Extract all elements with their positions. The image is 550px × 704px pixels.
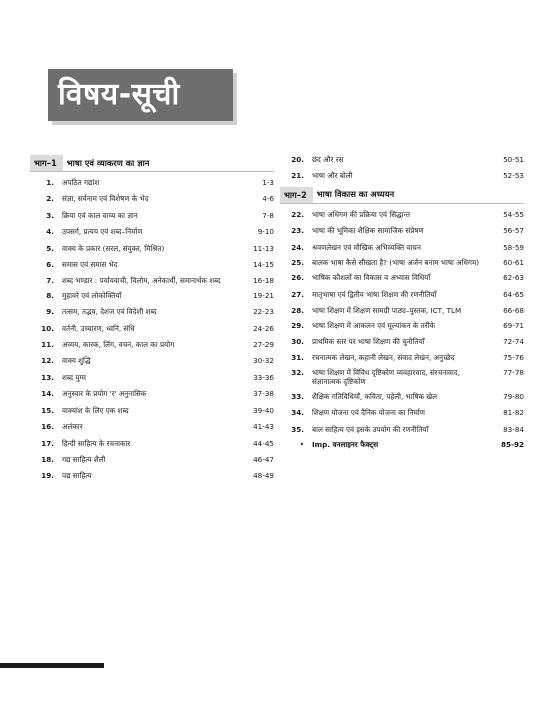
toc-entry bbox=[280, 171, 524, 180]
part-2-entries bbox=[280, 210, 524, 434]
toc-entry-title: शब्द युग्म bbox=[62, 372, 86, 382]
toc-entry bbox=[30, 244, 274, 253]
toc-entry-title: वाक्यांश के लिए एक शब्द bbox=[62, 405, 129, 415]
toc-entry-title: Imp. वनलाइनर फैक्ट्स bbox=[312, 439, 379, 449]
toc-entry-page: 11-13 bbox=[253, 243, 274, 253]
toc-entry-title: शब्द भण्डार : पर्यायवाची, विलोम, अनेकार्थी, समानार्थक शब्द bbox=[62, 276, 221, 286]
toc-entry bbox=[30, 260, 274, 269]
toc-entry-number: 6. bbox=[46, 260, 54, 270]
toc-entry-number: 31. bbox=[291, 353, 304, 363]
toc-entry-title: हिन्दी साहित्य के रचनाकार bbox=[62, 438, 131, 448]
part-1-title: भाषा एवं व्याकरण का ज्ञान bbox=[66, 157, 150, 168]
toc-entry-title: शैक्षिक गतिविधियाँ, कविता, पहेली, भाषिक खेल bbox=[312, 391, 438, 401]
toc-entry bbox=[280, 226, 524, 235]
toc-entry-number: 1. bbox=[46, 178, 54, 187]
toc-entry-page: 69-71 bbox=[503, 320, 524, 330]
toc-entry bbox=[30, 307, 274, 316]
toc-entry bbox=[30, 455, 274, 464]
toc-entry bbox=[30, 471, 274, 480]
toc-entry-number: 23. bbox=[291, 226, 304, 236]
toc-entry bbox=[30, 439, 274, 448]
toc-entry-page: 52-53 bbox=[503, 171, 524, 181]
toc-entry-page: 81-82 bbox=[503, 408, 524, 418]
toc-entry-number: 3. bbox=[46, 210, 54, 220]
toc-entry-number: 2. bbox=[46, 194, 54, 204]
toc-entry bbox=[30, 324, 274, 333]
toc-entry-title: उपसर्ग, प्रत्यय एवं शब्द–निर्माण bbox=[62, 227, 143, 237]
toc-entry-page: 66-68 bbox=[503, 306, 524, 316]
toc-entry-page: 14-15 bbox=[253, 260, 274, 270]
toc-entry-page: 50-51 bbox=[503, 155, 524, 164]
toc-entry bbox=[280, 337, 524, 346]
toc-entry-page: 33-36 bbox=[253, 372, 274, 382]
toc-entry-page: 54-55 bbox=[503, 209, 524, 219]
toc-entry-number: 34. bbox=[291, 408, 304, 418]
bullet-icon: • bbox=[299, 439, 304, 449]
part-2-header bbox=[280, 187, 524, 204]
toc-entry-number: 17. bbox=[41, 438, 54, 448]
toc-entry bbox=[280, 392, 524, 401]
toc-entry-title: बालक भाषा कैसे सीखता है? (भाषा अर्जन बनाम भाषा अधिगम) bbox=[312, 258, 480, 268]
toc-entry-page: 7-8 bbox=[262, 210, 274, 220]
toc-entry bbox=[30, 178, 274, 187]
toc-entry bbox=[280, 306, 524, 315]
toc-entry bbox=[280, 368, 524, 387]
toc-entry-number: 4. bbox=[46, 227, 54, 237]
toc-entry bbox=[280, 273, 524, 282]
toc-entry-title: अनुस्वार के प्रयोग 'र' अनुनासिक bbox=[62, 389, 147, 399]
toc-entry-page: 37-38 bbox=[253, 389, 274, 399]
toc-entry-title: वाक्य शुद्धि bbox=[62, 356, 91, 366]
page-title-box bbox=[48, 69, 233, 121]
toc-entry-title: पद्य साहित्य bbox=[62, 471, 92, 481]
toc-entry bbox=[30, 276, 274, 285]
toc-entry bbox=[280, 210, 524, 219]
toc-entry-page: 48-49 bbox=[253, 471, 274, 481]
toc-entry-page: 72-74 bbox=[503, 337, 524, 347]
toc-entry-page: 79-80 bbox=[503, 391, 524, 401]
part-1-entries bbox=[30, 178, 274, 481]
toc-entry-number: 10. bbox=[41, 323, 54, 333]
toc-entry-page: 58-59 bbox=[503, 242, 524, 252]
toc-entry-page: 30-32 bbox=[253, 356, 274, 366]
toc-entry-title: अलंकार bbox=[62, 422, 83, 432]
toc-entry bbox=[30, 227, 274, 236]
part-1-continued-entries bbox=[280, 155, 524, 181]
toc-entry bbox=[30, 373, 274, 382]
toc-right-column bbox=[280, 155, 524, 449]
toc-entry-number: 11. bbox=[41, 340, 54, 350]
toc-entry-number: 13. bbox=[41, 372, 54, 382]
toc-entry-page: 41-43 bbox=[253, 422, 274, 432]
toc-entry-title: गद्य साहित्य शैली bbox=[62, 454, 106, 464]
toc-entry-number: 19. bbox=[41, 471, 54, 481]
toc-entry-number: 9. bbox=[46, 307, 54, 317]
toc-entry-page: 85-92 bbox=[501, 439, 524, 449]
toc-entry-page: 1-3 bbox=[262, 178, 274, 187]
toc-entry-page: 22-23 bbox=[253, 307, 274, 317]
toc-entry bbox=[280, 321, 524, 330]
toc-entry-number: 32. bbox=[291, 367, 304, 377]
toc-entry-page: 39-40 bbox=[253, 405, 274, 415]
toc-entry-title: भाषा की भूमिका शैक्षिक सामाजिक संप्रेषण bbox=[312, 226, 424, 236]
toc-entry bbox=[30, 389, 274, 398]
toc-entry-number: 12. bbox=[41, 356, 54, 366]
toc-entry-number: 21. bbox=[291, 171, 304, 181]
toc-entry-title: मुहावरे एवं लोकोक्तियाँ bbox=[62, 290, 122, 300]
toc-entry bbox=[280, 290, 524, 299]
part-1-header bbox=[30, 155, 274, 172]
toc-entry-page: 16-18 bbox=[253, 276, 274, 286]
toc-entry-title: रचनात्मक लेखन, कहानी लेखन, संवाद लेखन, अनुच्छेद bbox=[312, 353, 455, 363]
toc-entry-title: संज्ञा, सर्वनाम एवं विशेषण के भेद bbox=[62, 194, 149, 204]
toc-entry bbox=[30, 291, 274, 300]
toc-entry-title: अव्यय, कारक, लिंग, वचन, काल का प्रयोग bbox=[62, 340, 175, 350]
toc-entry-title: प्राथमिक स्तर पर भाषा शिक्षण की चुनौतियाँ bbox=[312, 337, 425, 347]
page-title: विषय-सूची bbox=[58, 77, 180, 112]
toc-left-column bbox=[30, 155, 274, 488]
toc-entry-title: भाषा अधिगम की प्रक्रिया एवं सिद्धान्त bbox=[312, 209, 410, 219]
toc-entry-page: 64-65 bbox=[503, 289, 524, 299]
toc-entry-number: 27. bbox=[291, 289, 304, 299]
toc-entry-number: 8. bbox=[46, 290, 54, 300]
toc-entry-title: वर्तनी, उच्चारण, ध्वनि, संधि bbox=[62, 323, 135, 333]
toc-entry-page: 83-84 bbox=[503, 424, 524, 434]
toc-entry-number: 35. bbox=[291, 424, 304, 434]
toc-entry-page: 62-63 bbox=[503, 273, 524, 283]
toc-entry-page: 24-26 bbox=[253, 323, 274, 333]
toc-entry bbox=[280, 425, 524, 434]
toc-entry-number: 26. bbox=[291, 273, 304, 283]
toc-entry-page: 4-6 bbox=[262, 194, 274, 204]
toc-entry-title: क्रिया एवं काल वाच्य का ज्ञान bbox=[62, 210, 138, 220]
footer-bar bbox=[0, 663, 104, 668]
toc-entry bbox=[30, 422, 274, 431]
toc-entry bbox=[280, 408, 524, 417]
toc-entry-title: वाक्य के प्रकार (सरल, संयुक्त, मिश्रित) bbox=[62, 243, 165, 253]
toc-entry-number: 15. bbox=[41, 405, 54, 415]
toc-entry-number: 16. bbox=[41, 422, 54, 432]
toc-entry-page: 9-10 bbox=[257, 227, 274, 237]
toc-entry-number: 25. bbox=[291, 258, 304, 268]
toc-entry-title: श्रवणलेखन एवं मौखिक अभिव्यक्ति वाचन bbox=[312, 242, 421, 252]
toc-entry bbox=[280, 155, 524, 164]
toc-entry-title: छंद और रस bbox=[312, 155, 344, 164]
toc-entry-number: 14. bbox=[41, 389, 54, 399]
toc-entry-title: समास एवं समास भेद bbox=[62, 260, 118, 270]
toc-entry-page: 44-45 bbox=[253, 438, 274, 448]
toc-entry-page: 75-76 bbox=[503, 353, 524, 363]
toc-entry-number: 20. bbox=[291, 155, 304, 164]
toc-entry-number: 29. bbox=[291, 320, 304, 330]
part-2-title: भाषा विकास का अध्ययन bbox=[316, 189, 395, 200]
toc-entry-title: भाषा शिक्षण में आकलन एवं मूल्यांकन के तरीके bbox=[312, 320, 436, 330]
toc-entry-number: 24. bbox=[291, 242, 304, 252]
toc-entry-number: 5. bbox=[46, 243, 54, 253]
toc-entry bbox=[30, 356, 274, 365]
toc-entry-title: भाषा और बोली bbox=[312, 171, 353, 181]
toc-entry-page: 60-61 bbox=[503, 258, 524, 268]
toc-entry-title: शिक्षण योजना एवं दैनिक योजना का निर्माण bbox=[312, 408, 425, 418]
toc-entry-title: बाल साहित्य एवं इसके उपयोग की रणनीतियाँ bbox=[312, 424, 429, 434]
toc-entry-page: 77-78 bbox=[503, 367, 524, 377]
toc-entry-page: 46-47 bbox=[253, 454, 274, 464]
toc-entry-number: 33. bbox=[291, 391, 304, 401]
toc-entry-page: 56-57 bbox=[503, 226, 524, 236]
toc-entry-page: 27-29 bbox=[253, 340, 274, 350]
toc-entry-title: मातृभाषा एवं द्वितीय भाषा शिक्षण की रणनीतियाँ bbox=[312, 289, 437, 299]
toc-entry bbox=[30, 194, 274, 203]
toc-entry-title: अपठित गद्यांश bbox=[62, 178, 100, 187]
toc-entry-number: 30. bbox=[291, 337, 304, 347]
toc-entry-title: भाषा शिक्षण में विविध दृष्टिकोण व्यवहारवाद, संरचनावाद, संज्ञानात्मक दृष्टिकोण bbox=[312, 367, 460, 387]
oneliner-facts-entry bbox=[280, 440, 524, 449]
toc-entry-page: 19-21 bbox=[253, 290, 274, 300]
toc-entry-number: 7. bbox=[46, 276, 54, 286]
toc-entry bbox=[280, 243, 524, 252]
part-1-tag: भाग–1 bbox=[30, 155, 63, 171]
toc-entry-number: 22. bbox=[291, 209, 304, 219]
toc-entry bbox=[280, 353, 524, 362]
toc-entry bbox=[30, 406, 274, 415]
toc-entry-number: 28. bbox=[291, 306, 304, 316]
toc-entry bbox=[30, 340, 274, 349]
toc-entry-title: तत्सम, तद्भव, देशज एवं विदेशी शब्द bbox=[62, 307, 157, 317]
toc-entry-title: भाषा शिक्षण में शिक्षण सामग्री पाठ्य–पुस्तक, ICT, TLM bbox=[312, 306, 462, 316]
toc-entry bbox=[30, 211, 274, 220]
toc-entry-number: 18. bbox=[41, 454, 54, 464]
part-2-tag: भाग–2 bbox=[280, 187, 313, 203]
toc-entry-title: भाषिक कौशलों का विकास व अभ्यास विधियाँ bbox=[312, 273, 431, 283]
toc-entry bbox=[280, 258, 524, 267]
